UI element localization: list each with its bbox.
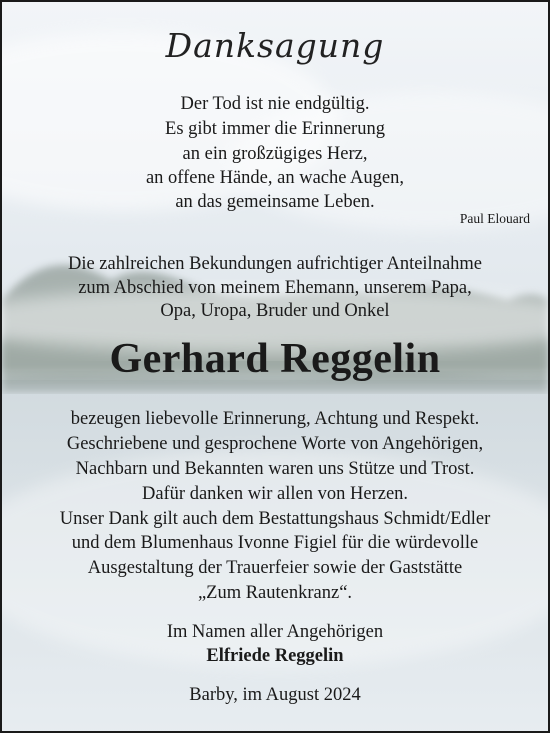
message-line: Nachbarn und Bekannten waren uns Stütze und Trost. (75, 459, 475, 479)
heading-title: Danksagung (165, 26, 385, 65)
poem-line: Es gibt immer die Erinnerung (165, 119, 385, 139)
message-line: Ausgestaltung der Trauerfeier sowie der Gaststätte (87, 558, 463, 578)
message-line: bezeugen liebevolle Erinnerung, Achtung und Respekt. (70, 409, 480, 429)
signatory-name: Elfriede Reggelin (206, 646, 344, 666)
place-date: Barby, im August 2024 (189, 685, 361, 705)
intro-line: zum Abschied von meinem Ehemann, unserem Papa, (78, 278, 472, 298)
deceased-name: Gerhard Reggelin (109, 336, 441, 382)
on-behalf-text: Im Namen aller Angehörigen (166, 622, 384, 642)
poem-line: Der Tod ist nie endgültig. (180, 94, 370, 114)
message-line: Geschriebene und gesprochene Worte von Angehörigen, (66, 434, 484, 454)
poem-author: Paul Elouard (459, 211, 530, 226)
poem-line: an ein großzügiges Herz, (182, 144, 368, 164)
poem-line: an das gemeinsame Leben. (175, 192, 375, 212)
message-line: und dem Blumenhaus Ivonne Figiel für die würdevolle (71, 533, 479, 553)
message-line: Dafür danken wir allen von Herzen. (141, 484, 409, 504)
message-line: Unser Dank gilt auch dem Bestattungshaus Schmidt/Edler (59, 509, 491, 529)
intro-line: Die zahlreichen Bekundungen aufrichtiger Anteilnahme (67, 254, 483, 274)
intro-line: Opa, Uropa, Bruder und Onkel (160, 301, 390, 321)
message-line: „Zum Rautenkranz“. (197, 583, 353, 603)
poem-line: an offene Hände, an wache Augen, (145, 168, 405, 188)
